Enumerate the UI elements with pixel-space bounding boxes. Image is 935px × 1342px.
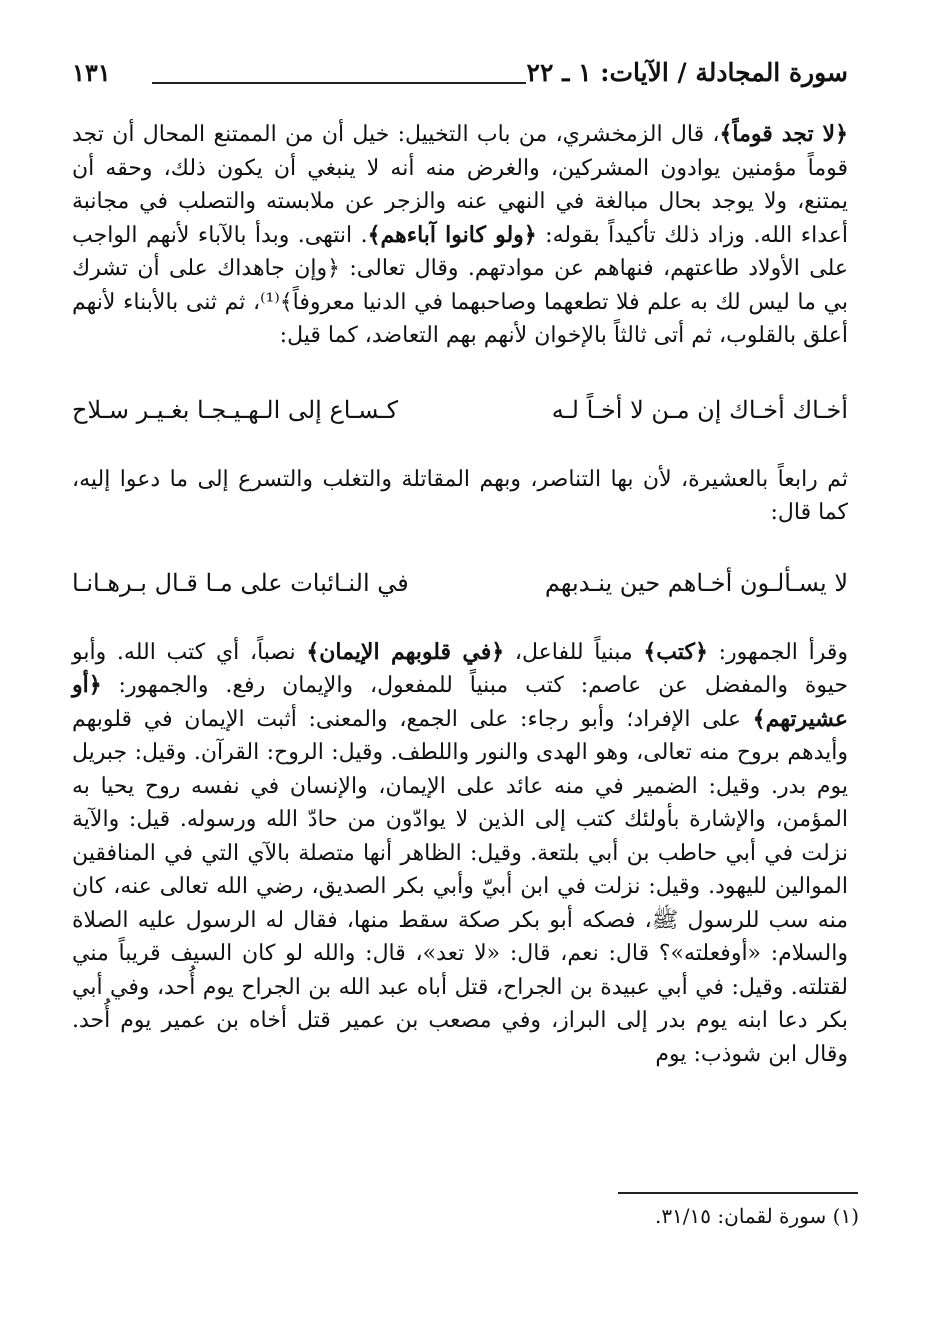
paragraph-text: وقرأ الجمهور: — [707, 639, 848, 665]
paragraph-text: مبنياً للفاعل، — [504, 639, 644, 665]
body-text — [72, 118, 848, 1071]
paragraph-2 — [72, 463, 848, 530]
paragraph-text: ، قال الزمخشري، من باب التخييل: خيل أن من الممتنع المحال أن تجد قوماً مؤمنين يوادون المشركين، والغرض منه أنه لا ينبغي أن يكون ذلك، وحقه أن يمتنع، ولا يوجد بحال مبالغة في النهي عنه والزجر عن ملابسته والتصلب في مجانبة أعداء الله. وزاد ذلك تأكيداً بقوله: — [72, 122, 848, 248]
page-number: ١٣١ — [72, 58, 111, 87]
paragraph-text: على الإفراد؛ وأبو رجاء: على الجمع، والمعنى: أثبت الإيمان في قلوبهم وأيدهم بروح منه تعالى، وهو الهدى والنور واللطف. وقيل: الروح: القرآن. وقيل: جبريل يوم بدر. وقيل: الضمير في منه عائد على الإيمان، والإنسان في نفسه روح يحيا به المؤمن، والإشارة بأولئك كتب إلى الذين لا يوادّون من حادّ الله ورسوله. قيل: والآية نزلت في أبي حاطب بن أبي بلتعة. وقيل: الظاهر أنها متصلة بالآي التي في المنافقين الموالين لليهود. وقيل: نزلت في ابن أبيّ وأبي بكر الصديق، رضي الله تعالى عنه، كان منه سب للرسول ﷺ، فصكه أبو بكر صكة سقط منها، فقال له الرسول عليه الصلاة والسلام: «أوفعلته»؟ قال: نعم، قال: «لا تعد»، قال: والله لو كان السيف قريباً مني لقتلته. وقيل: في أبي عبيدة بن الجراح، قتل أباه عبد الله بن الجراح يوم أُحد، وفي أبي بكر دعا ابنه يوم بدر إلى البراز، وفي مصعب بن عمير قتل أخاه بن عمير يوم أُحد. وقال ابن شوذب: يوم — [72, 706, 848, 1067]
verse-hemistich-first: أخـاك أخـاك إن مـن لا أخـاً لـه — [551, 395, 848, 424]
quran-quote: ﴿كتب﴾ — [643, 638, 708, 665]
page-header — [72, 50, 848, 96]
paragraph-text: نصباً، أي كتب الله. وأبو حيوة والمفضل عن عاصم: كتب مبنياً للمفعول، والإيمان رفع. والجمهور: — [72, 639, 848, 698]
verse-hemistich-second: في النـائبات على مـا قـال بـرهـانـا — [72, 568, 409, 597]
poetry-verse-2 — [72, 566, 848, 600]
quran-quote: ﴿ولو كانوا آباءهم﴾ — [367, 221, 537, 248]
footnote: (١) سورة لقمان: ٣١/١٥. — [654, 1204, 859, 1228]
verse-hemistich-second: كـسـاع إلى الـهـيـجـا بغـيـر سـلاح — [72, 395, 399, 424]
paragraph-3 — [72, 636, 848, 1072]
verse-hemistich-first: لا يسـألـون أخـاهم حين ينـدبهم — [544, 568, 848, 597]
quran-quote: ﴿لا تجد قوماً﴾ — [719, 121, 848, 147]
paragraph-text: ثم رابعاً بالعشيرة، لأن بها التناصر، وبهم المقاتلة والتغلب والتسرع إلى ما دعوا إليه، كما قال: — [72, 466, 848, 525]
quran-quote: ﴿أو عشيرتهم﴾ — [72, 672, 848, 732]
quran-quote: ﴿في قلوبهم الإيمان﴾ — [306, 638, 505, 665]
paragraph-text: . انتهى. وبدأ بالآباء لأنهم الواجب على الأولاد طاعتهم، فنهاهم عن موادتهم. وقال تعالى: ﴿وإن جاهداك على أن تشرك بي ما ليس لك به علم فلا تطعهما وصاحبهما في الدنيا معروفاً﴾⁽¹⁾، ثم ثنى بالأبناء لأنهم أعلق بالقلوب، ثم أتى ثالثاً بالإخوان لأنهم بهم التعاضد، كما قيل: — [72, 222, 848, 348]
poetry-verse-1 — [72, 393, 848, 427]
running-title: سورة المجادلة / الآيات: ١ ـ ٢٢ — [526, 58, 848, 87]
header-rule — [152, 82, 526, 84]
paragraph-1 — [72, 118, 848, 353]
footnote-rule — [618, 1192, 858, 1194]
